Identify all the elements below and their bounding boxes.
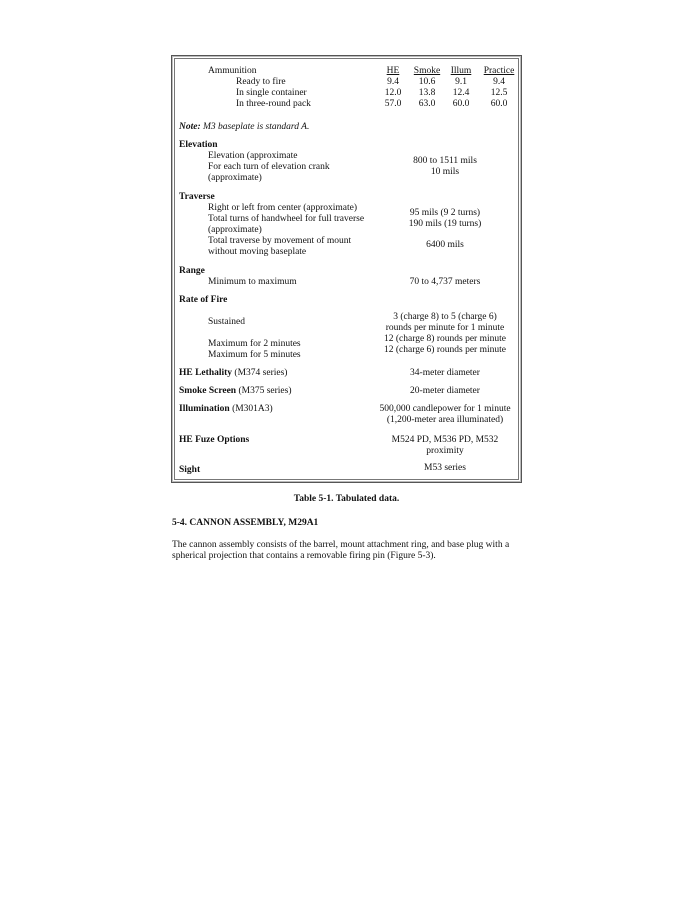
ammo-row-label: In three-round pack [236,99,311,109]
note [179,122,309,133]
ammo-cell: 9.1 [455,77,467,87]
col-header-practice: Practice [483,66,515,76]
rate-line: Sustained [208,317,245,327]
rate-line: Maximum for 2 minutes [208,339,301,349]
he-lethality-value: 34-meter diameter [410,368,480,378]
col-header-illum: Illum [450,66,472,76]
elevation-value: 10 mils [430,167,460,177]
traverse-value: 190 mils (19 turns) [408,219,482,229]
ammo-row-label: Ready to fire [236,77,286,87]
ammo-cell: 12.4 [452,88,470,98]
rate-value: 12 (charge 6) rounds per minute [384,345,506,355]
note-prefix: Note: [179,122,201,132]
he-lethality-suffix: (M374 series) [234,368,288,378]
smoke-screen-title: Smoke Screen [179,386,237,396]
ammo-cell: 57.0 [384,99,402,109]
illumination-title: Illumination [179,404,230,414]
section-title-sight: Sight [179,465,201,475]
col-header-he: HE [386,66,400,76]
traverse-line: Right or left from center (approximate) [208,203,358,213]
he-lethality-title: HE Lethality [179,368,233,378]
note-text: M3 baseplate is standard A. [203,122,310,132]
section-title-he-fuze: HE Fuze Options [179,435,250,445]
traverse-line: (approximate) [208,225,262,235]
ammo-cell: 63.0 [418,99,436,109]
ammo-row-label: In single container [236,88,307,98]
col-header-smoke: Smoke [413,66,441,76]
traverse-value: 6400 mils [426,240,464,250]
ammo-cell: 60.0 [452,99,470,109]
he-fuze-value: proximity [426,446,464,456]
smoke-screen-value: 20-meter diameter [410,386,480,396]
illumination-value: (1,200-meter area illuminated) [386,415,504,425]
traverse-line: without moving baseplate [208,247,307,257]
illumination-value: 500,000 candlepower for 1 minute [379,404,511,414]
traverse-line: Total traverse by movement of mount [208,236,352,246]
traverse-line: Total turns of handwheel for full traverse [208,214,365,224]
ammunition-label: Ammunition [208,66,257,76]
range-line: Minimum to maximum [208,277,297,287]
section-title-traverse: Traverse [179,192,215,202]
ammo-cell: 10.6 [418,77,436,87]
traverse-value: 95 mils (9 2 turns) [409,208,481,218]
elevation-line: For each turn of elevation crank [208,162,330,172]
elevation-line: (approximate) [208,173,262,183]
body-line: spherical projection that contains a removable firing pin (Figure 5-3). [172,551,436,561]
rate-value: 12 (charge 8) rounds per minute [384,334,506,344]
illumination-label [179,404,273,415]
ammo-cell: 9.4 [493,77,505,87]
rate-line: Maximum for 5 minutes [208,350,301,360]
ammo-cell: 9.4 [387,77,399,87]
rate-value: rounds per minute for 1 minute [385,323,505,333]
illumination-suffix: (M301A3) [232,404,273,414]
ammo-cell: 60.0 [490,99,508,109]
body-line: The cannon assembly consists of the barrel, mount attachment ring, and base plug with a [172,540,510,550]
smoke-screen-label [179,386,292,397]
sight-value: M53 series [424,463,466,473]
smoke-screen-suffix: (M375 series) [238,386,292,396]
rate-value: 3 (charge 8) to 5 (charge 6) [393,312,497,322]
range-value: 70 to 4,737 meters [409,277,481,287]
ammo-cell: 13.8 [418,88,436,98]
section-title-elevation: Elevation [179,140,218,150]
he-lethality-label [179,368,287,379]
table-caption: Table 5-1. Tabulated data. [293,494,400,504]
section-title-rate-of-fire: Rate of Fire [179,295,228,305]
he-fuze-value: M524 PD, M536 PD, M532 [391,435,499,445]
ammo-cell: 12.0 [384,88,402,98]
section-heading: 5-4. CANNON ASSEMBLY, M29A1 [172,518,319,528]
ammo-cell: 12.5 [490,88,508,98]
elevation-value: 800 to 1511 mils [413,156,477,166]
elevation-line: Elevation (approximate [208,151,298,161]
section-title-range: Range [179,266,205,276]
